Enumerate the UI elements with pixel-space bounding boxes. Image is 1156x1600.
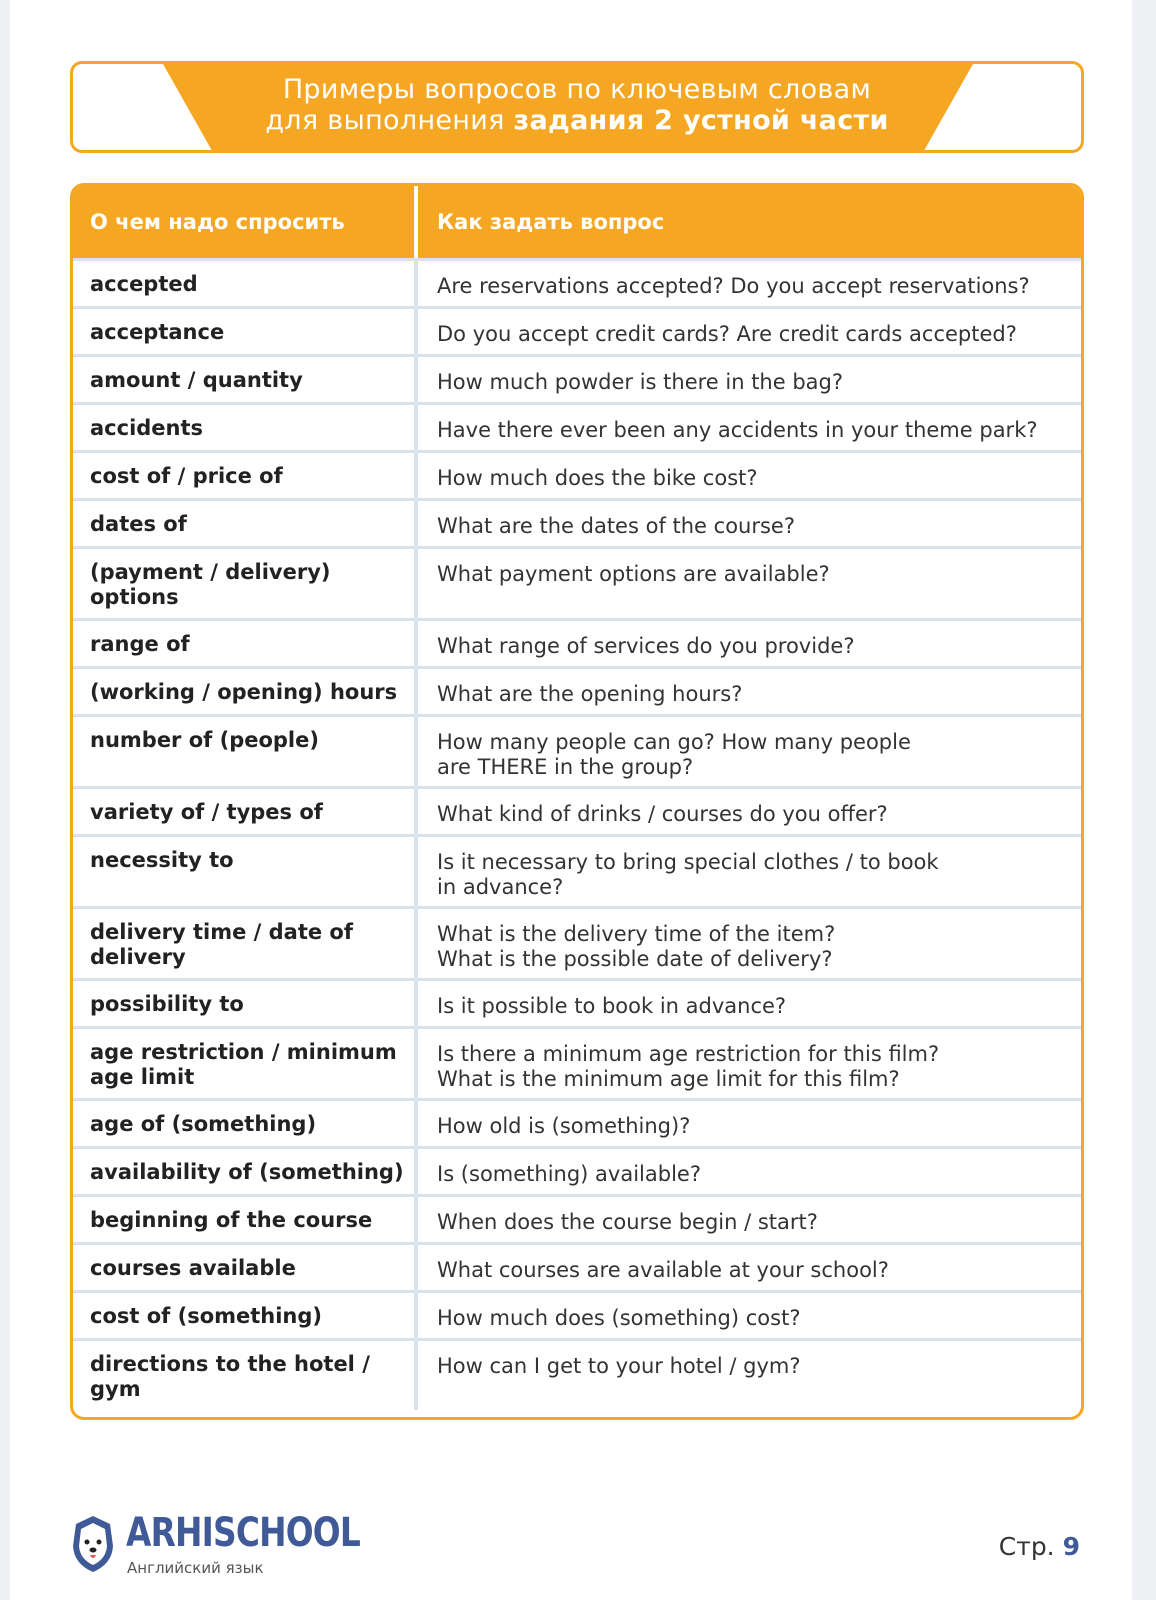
keyword-cell: cost of / price of [73, 453, 418, 498]
keyword-cell: range of [73, 621, 418, 666]
keyword-cell: (working / opening) hours [73, 669, 418, 714]
table-row [73, 450, 1081, 498]
table-row [73, 714, 1081, 786]
question-cell: How much does the bike cost? [437, 466, 758, 490]
table-row [73, 1194, 1081, 1242]
table-row [73, 1242, 1081, 1290]
keyword-cell: accepted [73, 261, 418, 306]
keyword-cell: acceptance [73, 309, 418, 354]
question-cell: What kind of drinks / courses do you offer? [437, 802, 888, 826]
keyword-cell: number of (people) [73, 717, 418, 786]
keyword-cell: accidents [73, 405, 418, 450]
table-header [73, 186, 1081, 258]
banner-line-2-bold: задания 2 устной части [513, 105, 889, 136]
banner-line-1: Примеры вопросов по ключевым словам [282, 74, 872, 105]
table-row [73, 1026, 1081, 1098]
question-cell: What is the delivery time of the item? What is the possible date of delivery? [437, 922, 836, 971]
keyword-cell: age restriction / minimum age limit [73, 1029, 418, 1098]
table-row [73, 786, 1081, 834]
table-row [73, 1338, 1081, 1410]
page-edge-right [1132, 0, 1156, 1600]
question-cell: Is it necessary to bring special clothes / to book in advance? [437, 850, 939, 899]
keyword-cell: (payment / delivery) options [73, 549, 418, 618]
question-cell: Is it possible to book in advance? [437, 994, 787, 1018]
page-number [999, 1532, 1080, 1561]
keyword-cell: necessity to [73, 837, 418, 906]
table-row [73, 1146, 1081, 1194]
table-body [73, 258, 1081, 1410]
question-cell: What are the opening hours? [437, 682, 743, 706]
question-cell: Have there ever been any accidents in your theme park? [437, 418, 1038, 442]
header-col-question: Как задать вопрос [437, 210, 665, 234]
samoyed-dog-icon [70, 1514, 116, 1574]
question-cell: How many people can go? How many people are THERE in the group? [437, 730, 911, 779]
table-row [73, 666, 1081, 714]
table-row [73, 498, 1081, 546]
keyword-cell: availability of (something) [73, 1149, 418, 1194]
table-row [73, 306, 1081, 354]
table-row [73, 834, 1081, 906]
table-row [73, 402, 1081, 450]
table-row [73, 618, 1081, 666]
question-cell: What are the dates of the course? [437, 514, 795, 538]
table-row [73, 1098, 1081, 1146]
keyword-cell: amount / quantity [73, 357, 418, 402]
title-banner [70, 61, 1084, 153]
keyword-cell: delivery time / date of delivery [73, 909, 418, 978]
question-cell: What courses are available at your school? [437, 1258, 889, 1282]
question-cell: What range of services do you provide? [437, 634, 855, 658]
keyword-cell: courses available [73, 1245, 418, 1290]
logo-name: ARHISCHOOL [126, 1510, 360, 1556]
keyword-cell: possibility to [73, 981, 418, 1026]
banner-line-2 [73, 105, 1081, 136]
question-cell: How much does (something) cost? [437, 1306, 801, 1330]
table-row [73, 906, 1081, 978]
banner-line-2-normal: для выполнения [265, 105, 514, 136]
page-edge-left [0, 0, 10, 1600]
keyword-cell: age of (something) [73, 1101, 418, 1146]
questions-table [70, 183, 1084, 1420]
table-row [73, 978, 1081, 1026]
question-cell: Do you accept credit cards? Are credit cards accepted? [437, 322, 1017, 346]
table-row [73, 354, 1081, 402]
table-row [73, 258, 1081, 306]
question-cell: How much powder is there in the bag? [437, 370, 844, 394]
question-cell: Are reservations accepted? Do you accept reservations? [437, 274, 1030, 298]
page-label: Стр. [998, 1532, 1063, 1561]
header-col-keyword: О чем надо спросить [73, 186, 418, 258]
arhischool-logo [70, 1510, 370, 1580]
question-cell: How old is (something)? [437, 1114, 691, 1138]
page-number-value: 9 [1062, 1532, 1080, 1561]
question-cell: How can I get to your hotel / gym? [437, 1354, 801, 1378]
question-cell: Is (something) available? [437, 1162, 701, 1186]
question-cell: Is there a minimum age restriction for this film? What is the minimum age limit for this film? [437, 1042, 940, 1091]
question-cell: When does the course begin / start? [437, 1210, 818, 1234]
logo-subtitle: Английский язык [127, 1559, 264, 1577]
banner-title [73, 74, 1081, 136]
table-row [73, 1290, 1081, 1338]
keyword-cell: directions to the hotel / gym [73, 1341, 418, 1410]
keyword-cell: variety of / types of [73, 789, 418, 834]
keyword-cell: dates of [73, 501, 418, 546]
keyword-cell: beginning of the course [73, 1197, 418, 1242]
question-cell: What payment options are available? [437, 562, 830, 586]
keyword-cell: cost of (something) [73, 1293, 418, 1338]
table-row [73, 546, 1081, 618]
